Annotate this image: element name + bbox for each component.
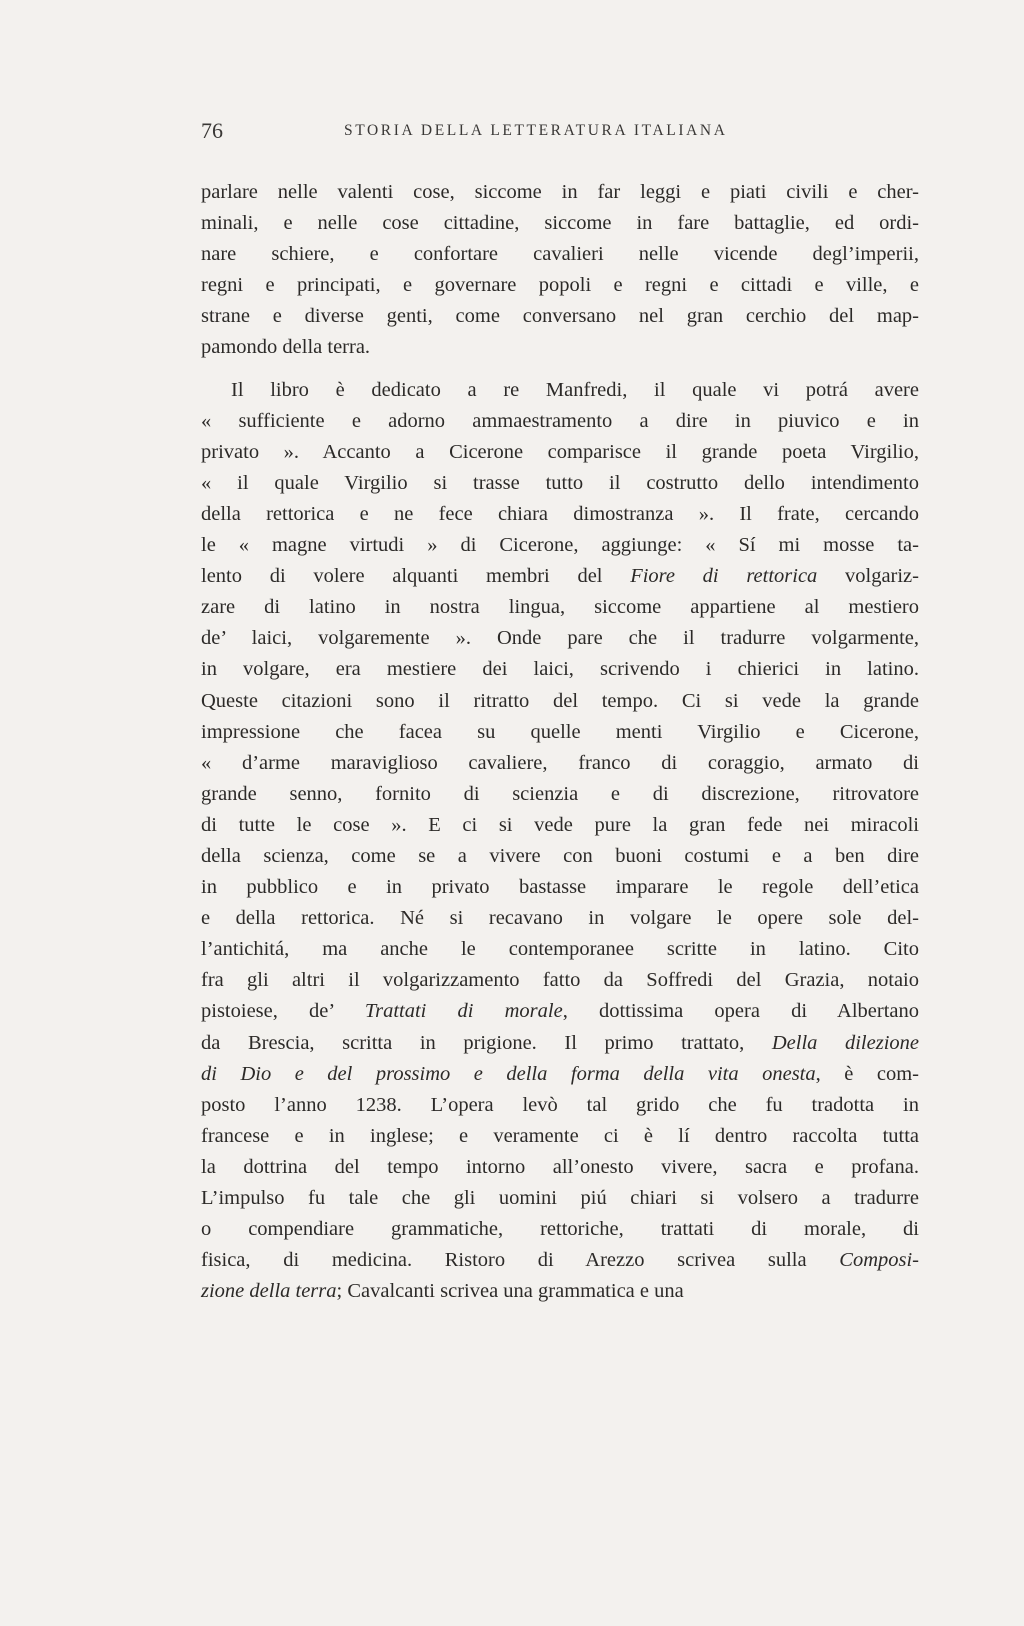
- text-line: [201, 301, 919, 332]
- text-run: di tutte le cose ». E ci si vede pure la gran fede nei miracoli: [201, 813, 919, 836]
- text-line: [201, 332, 919, 363]
- text-run: pamondo della terra.: [201, 336, 371, 359]
- text-line: [201, 437, 919, 468]
- text-line: [201, 561, 919, 592]
- text-run: o compendiare grammatiche, rettoriche, trattati di morale, di: [201, 1218, 919, 1241]
- text-line: [201, 841, 919, 872]
- text-run: pistoiese, de’: [201, 1000, 365, 1023]
- text-run: volgariz-: [817, 565, 919, 588]
- text-run: de’ laici, volgaremente ». Onde pare che il tradurre volgarmente,: [201, 627, 919, 650]
- text-run: Il libro è dedicato a re Manfredi, il quale vi potrá avere: [231, 378, 919, 401]
- text-run: la dottrina del tempo intorno all’onesto vivere, sacra e profana.: [201, 1155, 919, 1178]
- text-line: [201, 1059, 919, 1090]
- text-line: [201, 903, 919, 934]
- text-line: [201, 1214, 919, 1245]
- text-run: ; Cavalcanti scrivea una grammatica e una: [336, 1280, 684, 1303]
- text-line: [201, 1152, 919, 1183]
- text-run: L’impulso fu tale che gli uomini piú chiari si volsero a tradurre: [201, 1187, 919, 1209]
- running-head-title: STORIA DELLA LETTERATURA ITALIANA: [344, 122, 728, 139]
- italic-title: Fiore di rettorica: [630, 565, 818, 588]
- text-line: [201, 468, 919, 499]
- text-line: [201, 1090, 919, 1121]
- text-line: [201, 748, 919, 779]
- text-line: [201, 1121, 919, 1152]
- text-run: della rettorica e ne fece chiara dimostranza ». Il frate, cercando: [201, 502, 919, 525]
- text-line: [201, 239, 919, 270]
- italic-title: di Dio e del prossimo e della forma della vita onesta: [201, 1062, 816, 1085]
- italic-title: zione della terra: [201, 1280, 337, 1303]
- text-line: [201, 996, 919, 1027]
- text-run: fisica, di medicina. Ristoro di Arezzo scrivea sulla: [201, 1249, 840, 1272]
- text-line: [201, 810, 919, 841]
- text-line: [201, 592, 919, 623]
- text-run: in volgare, era mestiere dei laici, scrivendo i chierici in latino.: [201, 658, 919, 681]
- text-run: grande senno, fornito di scienzia e di discrezione, ritrovatore: [201, 782, 919, 805]
- text-line: [201, 208, 919, 239]
- text-run: e della rettorica. Né si recavano in volgare le opere sole del-: [201, 907, 919, 930]
- text-line: [201, 1245, 919, 1276]
- text-run: nare schiere, e confortare cavalieri nelle vicende degl’imperii,: [201, 243, 919, 266]
- text-line: [201, 654, 919, 685]
- text-line: [201, 1028, 919, 1059]
- paragraph-gap: [201, 364, 919, 375]
- paragraph: [201, 375, 919, 1308]
- text-run: l’antichitá, ma anche le contemporanee scritte in latino. Cito: [201, 938, 919, 961]
- text-run: lento di volere alquanti membri del: [201, 565, 631, 588]
- text-run: fra gli altri il volgarizzamento fatto da Soffredi del Grazia, notaio: [201, 969, 919, 992]
- body-text: [201, 177, 919, 1307]
- text-run: della scienza, come se a vivere con buoni costumi e a ben dire: [201, 844, 919, 867]
- text-line: [201, 934, 919, 965]
- text-run: in pubblico e in privato bastasse imparare le regole dell’etica: [201, 876, 919, 899]
- text-line: [201, 177, 919, 208]
- text-line: [201, 375, 919, 406]
- text-run: , dottissima opera di Albertano: [562, 1000, 919, 1023]
- text-run: da Brescia, scritta in prigione. Il primo trattato,: [201, 1031, 772, 1054]
- text-line: [201, 499, 919, 530]
- text-run: minali, e nelle cose cittadine, siccome in fare battaglie, ed ordi-: [201, 212, 919, 235]
- text-run: francese e in inglese; e veramente ci è lí dentro raccolta tutta: [201, 1124, 919, 1147]
- italic-title: Della dilezione: [771, 1031, 919, 1054]
- text-line: [201, 872, 919, 903]
- text-run: parlare nelle valenti cose, siccome in far leggi e piati civili e cher-: [201, 181, 919, 203]
- text-line: [201, 779, 919, 810]
- text-run: « il quale Virgilio si trasse tutto il costrutto dello intendimento: [201, 471, 919, 494]
- text-line: [201, 530, 919, 561]
- text-run: regni e principati, e governare popoli e regni e cittadi e ville, e: [201, 274, 919, 297]
- text-run: privato ». Accanto a Cicerone comparisce il grande poeta Virgilio,: [201, 440, 919, 463]
- text-line: [201, 686, 919, 717]
- text-run: impressione che facea su quelle menti Virgilio e Cicerone,: [201, 720, 919, 743]
- text-line: [201, 623, 919, 654]
- text-line: [201, 965, 919, 996]
- text-run: strane e diverse genti, come conversano nel gran cerchio del map-: [201, 305, 919, 328]
- text-run: le « magne virtudi » di Cicerone, aggiunge: « Sí mi mosse ta-: [201, 534, 919, 557]
- text-line: [201, 1183, 919, 1214]
- running-head: [201, 118, 919, 148]
- text-line: [201, 1276, 919, 1307]
- text-run: Queste citazioni sono il ritratto del tempo. Ci si vede la grande: [201, 689, 919, 712]
- text-run: « d’arme maraviglioso cavaliere, franco di coraggio, armato di: [201, 751, 919, 774]
- text-line: [201, 270, 919, 301]
- text-run: , è com-: [815, 1062, 919, 1085]
- text-line: [201, 717, 919, 748]
- text-run: « sufficiente e adorno ammaestramento a dire in piuvico e in: [201, 409, 919, 432]
- text-run: zare di latino in nostra lingua, siccome appartiene al mestiero: [201, 596, 919, 619]
- text-line: [201, 406, 919, 437]
- paragraph: [201, 177, 919, 364]
- page-number: 76: [201, 118, 223, 143]
- text-run: posto l’anno 1238. L’opera levò tal grido che fu tradotta in: [201, 1093, 919, 1116]
- italic-title: Trattati di morale: [364, 1000, 563, 1023]
- italic-title: Composi-: [839, 1249, 919, 1272]
